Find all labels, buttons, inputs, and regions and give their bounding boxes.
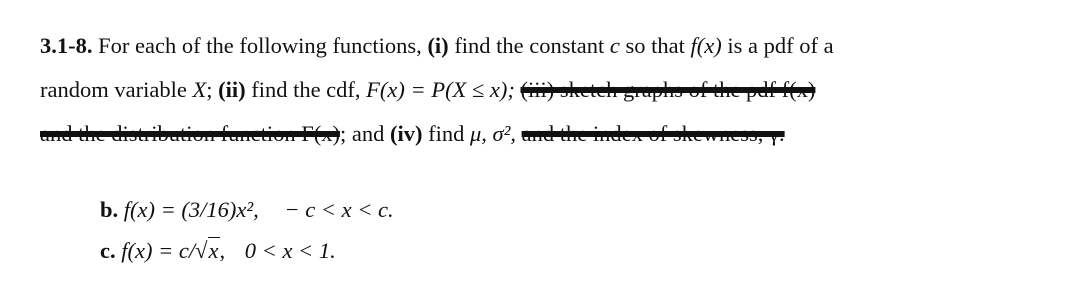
cdf-expr: F(x) = P(X ≤ x); xyxy=(366,77,515,102)
problem-line-3 xyxy=(40,123,785,146)
X-var: X xyxy=(192,77,207,102)
random-variable-text: random variable xyxy=(40,77,187,102)
part-ii-label: (ii) xyxy=(218,77,246,102)
intro-text: For each of the following functions, xyxy=(98,33,422,58)
item-b-label: b. xyxy=(100,197,119,222)
part-iv-text: find xyxy=(428,121,465,146)
is-pdf-text: is a pdf of a xyxy=(727,33,834,58)
item-b-domain: − c < x < c. xyxy=(284,197,394,222)
part-ii-text: find the cdf, xyxy=(251,77,361,102)
item-c xyxy=(100,240,336,263)
struck-distribution: and the distribution function F(x) xyxy=(40,121,340,146)
item-b xyxy=(100,199,394,222)
const-var: c xyxy=(609,33,620,58)
part-iv-label: (iv) xyxy=(389,121,423,146)
semicolon: ; xyxy=(206,77,213,102)
item-b-function: f(x) = (3/16)x², xyxy=(123,197,259,222)
part-i-text: find the constant xyxy=(454,33,605,58)
item-c-comma: , xyxy=(219,238,226,263)
item-c-radicand: x xyxy=(208,238,219,263)
sqrt-symbol: √x xyxy=(195,238,219,263)
problem-line-2 xyxy=(40,79,815,102)
item-c-domain: 0 < x < 1. xyxy=(244,238,336,263)
item-c-label: c. xyxy=(100,238,116,263)
stats-expr: μ, σ², xyxy=(469,121,516,146)
and-text: ; and xyxy=(339,121,385,146)
problem-line-1 xyxy=(40,35,834,58)
problem-number: 3.1-8. xyxy=(40,33,93,58)
fx-expr: f(x) xyxy=(690,33,722,58)
item-c-function-left: f(x) = c/ xyxy=(121,238,196,263)
so-that-text: so that xyxy=(625,33,685,58)
struck-part-iii: (iii) sketch graphs of the pdf f(x) xyxy=(520,77,816,102)
struck-skewness: and the index of skewness, γ. xyxy=(521,121,785,146)
part-i-label: (i) xyxy=(427,33,449,58)
